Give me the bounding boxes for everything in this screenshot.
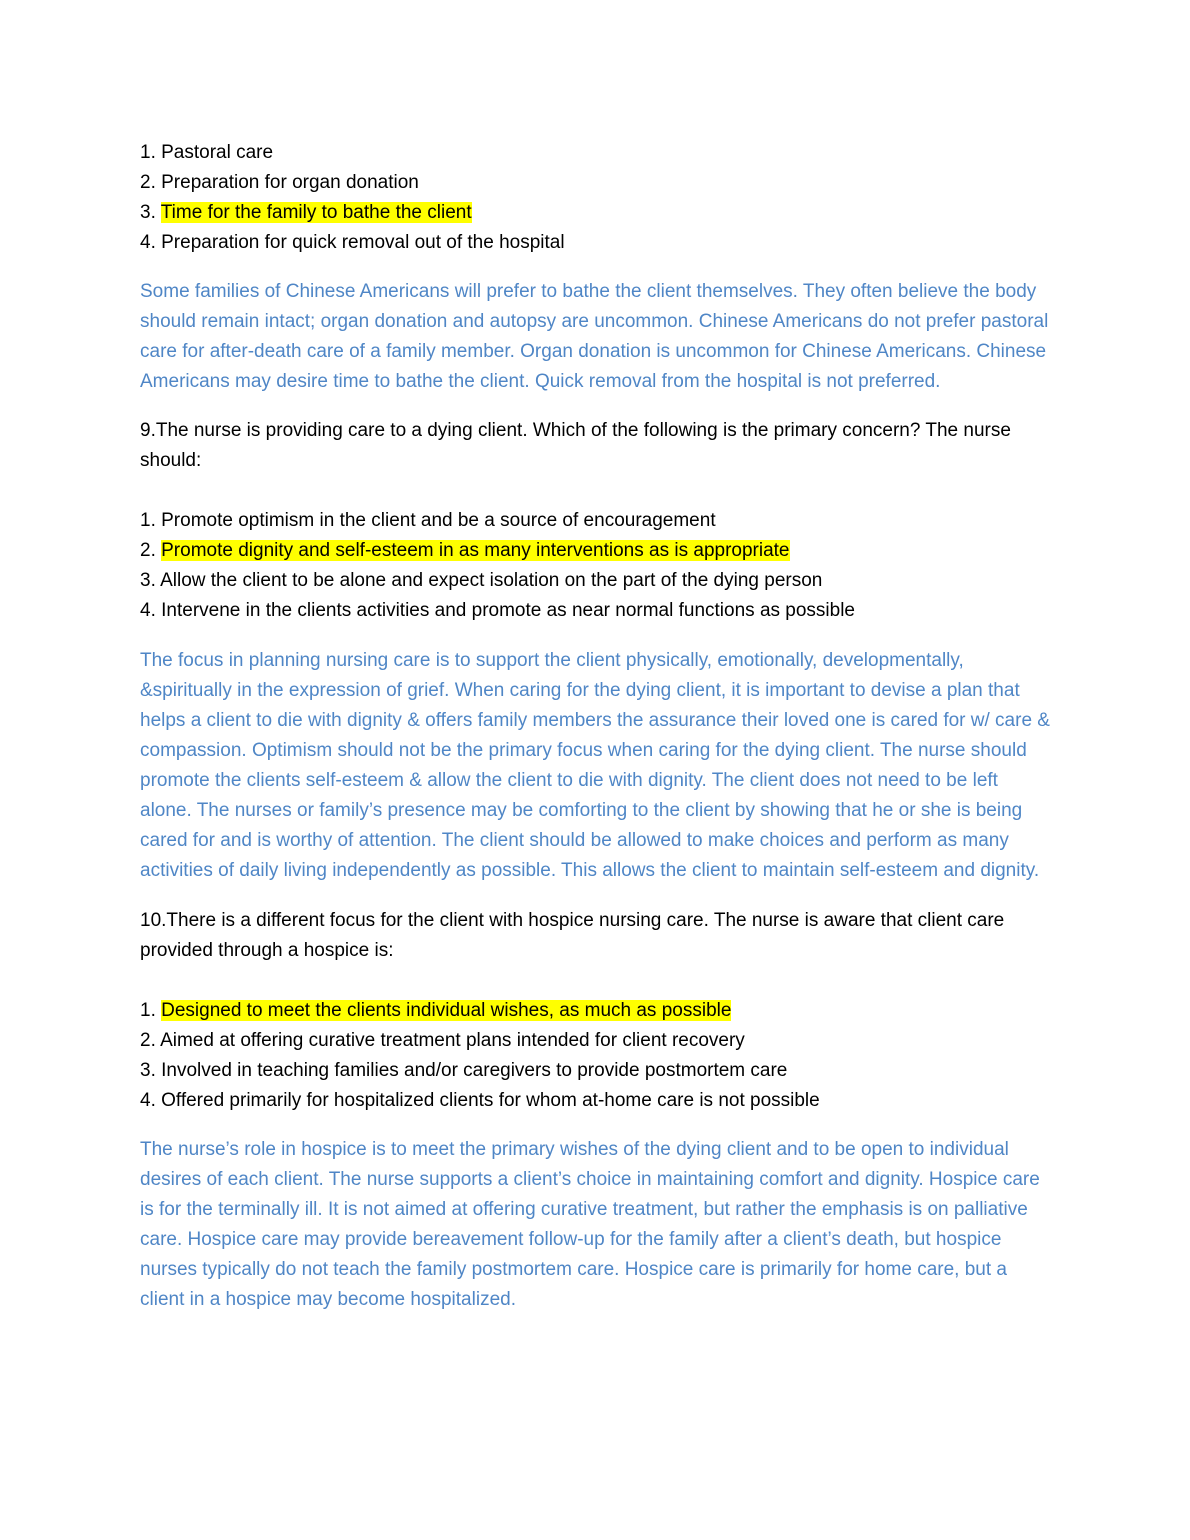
option-text: Aimed at offering curative treatment plans intended for client recovery: [160, 1030, 745, 1051]
option-text: Intervene in the clients activities and promote as near normal functions as possible: [161, 600, 855, 621]
answer-options-list: [140, 138, 1050, 258]
answer-option: 3. Involved in teaching families and/or caregivers to provide postmortem care: [140, 1060, 788, 1081]
answer-option: 2. Aimed at offering curative treatment plans intended for client recovery: [140, 1030, 745, 1051]
answer-option: 1. Promote optimism in the client and be a source of encouragement: [140, 510, 716, 531]
answer-options-list: [140, 506, 1050, 626]
answer-option: 4. Offered primarily for hospitalized clients for whom at-home care is not possible: [140, 1090, 820, 1111]
highlighted-correct-answer: Promote dignity and self-esteem in as many interventions as is appropriate: [161, 540, 790, 561]
document-page: [140, 138, 1050, 1315]
rationale-paragraph: The nurse’s role in hospice is to meet the primary wishes of the dying client and to be open to individual desires of each client. The nurse supports a client’s choice in maintaining comfort and dignity. Hospice care is for the terminally ill. It is not aimed at offering curative treatment, but rather the emphasis is on palliative care. Hospice care may provide bereavement follow-up for the family after a client’s death, but hospice nurses typically do not teach the family postmortem care. Hospice care is primarily for home care, but a client in a hospice may become hospitalized.: [140, 1139, 1040, 1310]
answer-option: 4. Intervene in the clients activities and promote as near normal functions as possible: [140, 600, 855, 621]
answer-option-correct: 3. Time for the family to bathe the client: [140, 202, 472, 223]
option-text: Pastoral care: [161, 142, 274, 163]
option-text: Promote optimism in the client and be a source of encouragement: [161, 510, 716, 531]
rationale-paragraph: The focus in planning nursing care is to support the client physically, emotionally, developmentally, &spiritually in the expression of grief. When caring for the dying client, it is important to devise a plan that helps a client to die with dignity & offers family members the assurance their loved one is cared for w/ care & compassion. Optimism should not be the primary focus when caring for the dying client. The nurse should promote the clients self-esteem & allow the client to die with dignity. The client does not need to be left alone. The nurses or family’s presence may be comforting to the client by showing that he or she is being cared for and is worthy of attention. The client should be allowed to make choices and perform as many activities of daily living independently as possible. This allows the client to maintain self-esteem and dignity.: [140, 650, 1050, 881]
option-text: Allow the client to be alone and expect isolation on the part of the dying person: [160, 570, 823, 591]
highlighted-correct-answer: Designed to meet the clients individual wishes, as much as possible: [161, 1000, 732, 1021]
answer-option-correct: 2. Promote dignity and self-esteem in as many interventions as is appropriate: [140, 540, 790, 561]
option-text: Offered primarily for hospitalized clients for whom at-home care is not possible: [161, 1090, 820, 1111]
option-text: Preparation for quick removal out of the hospital: [161, 232, 565, 253]
rationale-paragraph: Some families of Chinese Americans will prefer to bathe the client themselves. They often believe the body should remain intact; organ donation and autopsy are uncommon. Chinese Americans do not prefer pastoral care for after-death care of a family member. Organ donation is uncommon for Chinese Americans. Chinese Americans may desire time to bathe the client. Quick removal from the hospital is not preferred.: [140, 281, 1049, 392]
answer-options-list: [140, 996, 1050, 1116]
option-text: Preparation for organ donation: [161, 172, 419, 193]
answer-option: 4. Preparation for quick removal out of the hospital: [140, 232, 565, 253]
option-text: Involved in teaching families and/or caregivers to provide postmortem care: [161, 1060, 788, 1081]
highlighted-correct-answer: Time for the family to bathe the client: [160, 202, 472, 223]
answer-option-correct: 1. Designed to meet the clients individual wishes, as much as possible: [140, 1000, 732, 1021]
question-text: 9.The nurse is providing care to a dying client. Which of the following is the primary concern? The nurse should:: [140, 420, 1011, 471]
answer-option: 1. Pastoral care: [140, 142, 274, 163]
question-text: 10.There is a different focus for the client with hospice nursing care. The nurse is aware that client care provided through a hospice is:: [140, 910, 1005, 961]
answer-option: 3. Allow the client to be alone and expect isolation on the part of the dying person: [140, 570, 823, 591]
answer-option: 2. Preparation for organ donation: [140, 172, 419, 193]
